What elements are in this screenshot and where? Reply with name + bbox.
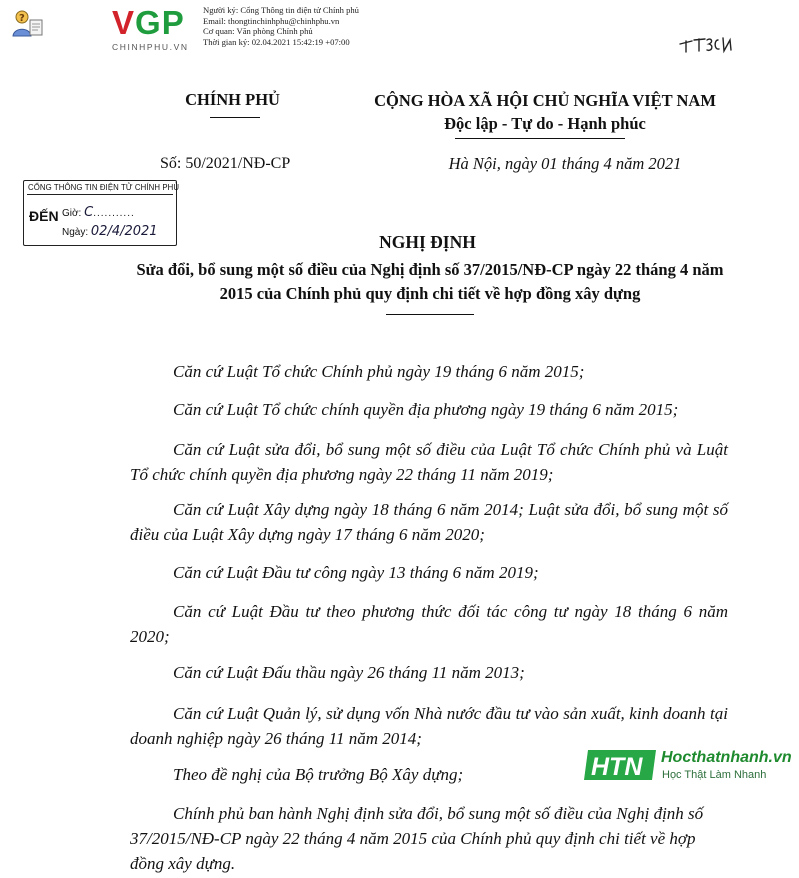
document-subject: Sửa đổi, bổ sung một số điều của Nghị định số 37/2015/NĐ-CP ngày 22 tháng 4 năm 2015 của Chính phủ quy định chi tiết về hợp đồng xây dựng xyxy=(136,260,724,303)
signature-info xyxy=(203,5,359,47)
preamble-paragraph: Căn cứ Luật Xây dựng ngày 18 tháng 6 năm 2014; Luật sửa đổi, bổ sung một số điều của Luật Xây dựng ngày 17 tháng 6 năm 2020; xyxy=(130,500,728,544)
issuer-name: CHÍNH PHỦ xyxy=(185,90,280,109)
preamble-paragraph: Căn cứ Luật Quản lý, sử dụng vốn Nhà nước đầu tư vào sản xuất, kinh doanh tại doanh nghiệp ngày 26 tháng 11 năm 2014; xyxy=(130,704,728,748)
nation-name: CỘNG HÒA XÃ HỘI CHỦ NGHĨA VIỆT NAM xyxy=(374,91,716,110)
handwritten-annotation xyxy=(678,32,768,56)
stamp-dotted-line: ........... xyxy=(93,208,135,219)
email-line: Email: thongtinchinhphu@chinhphu.vn xyxy=(203,15,340,26)
stamp-date-value: 02/4/2021 xyxy=(90,224,158,239)
enacting-paragraph: Chính phủ ban hành Nghị định sửa đổi, bổ sung một số điều của Nghị định số 37/2015/NĐ-CP ngày 22 tháng 4 năm 2015 của Chính phủ quy định chi tiết về hợp đồng xây dựng. xyxy=(130,804,704,873)
watermark-site-name: Hocthatnhanh.vn xyxy=(661,749,792,766)
signature-certificate-icon xyxy=(10,8,44,38)
logo-subtext: CHINHPHU.VN xyxy=(112,42,189,52)
preamble-paragraph: Căn cứ Luật sửa đổi, bổ sung một số điều của Luật Tổ chức Chính phủ và Luật Tổ chức chính quyền địa phương ngày 22 tháng 11 năm 2019; xyxy=(130,440,728,484)
signed-time-line: Thời gian ký: 02.04.2021 15:42:19 +07:00 xyxy=(203,36,350,47)
place-and-date: Hà Nội, ngày 01 tháng 4 năm 2021 xyxy=(448,154,682,173)
issuer-underline xyxy=(210,117,260,118)
logo-letter-g: G xyxy=(135,4,162,41)
watermark-logo-mark xyxy=(582,748,658,782)
signer-line: Người ký: Cổng Thông tin điện tử Chính phủ xyxy=(203,5,359,15)
stamp-date-label: Ngày: xyxy=(62,227,89,238)
preamble-paragraph: Căn cứ Luật Tổ chức chính quyền địa phương ngày 19 tháng 6 năm 2015; xyxy=(173,400,679,419)
national-motto xyxy=(345,89,745,135)
preamble-paragraph: Căn cứ Luật Đấu thầu ngày 26 tháng 11 năm 2013; xyxy=(173,663,525,682)
watermark-tagline: Học Thật Làm Nhanh xyxy=(662,769,767,781)
preamble-paragraph: Theo đề nghị của Bộ trưởng Bộ Xây dựng; xyxy=(173,765,464,784)
agency-line: Cơ quan: Văn phòng Chính phủ xyxy=(203,26,313,36)
stamp-divider xyxy=(27,194,173,195)
preamble-paragraph: Căn cứ Luật Đầu tư công ngày 13 tháng 6 năm 2019; xyxy=(173,563,539,582)
stamp-den-label: ĐẾN xyxy=(29,208,59,224)
stamp-time-label: Giờ: xyxy=(62,208,82,219)
document-number: Số: 50/2021/NĐ-CP xyxy=(160,155,291,172)
watermark-mark-text: HTN xyxy=(591,753,643,781)
stamp-time-value: C xyxy=(84,205,94,220)
document-type: NGHỊ ĐỊNH xyxy=(379,232,476,252)
logo-letter-p: P xyxy=(161,4,185,41)
logo-letter-v: V xyxy=(112,4,136,41)
svg-text:?: ? xyxy=(19,13,25,24)
watermark xyxy=(582,748,792,788)
preamble-paragraph: Căn cứ Luật Tổ chức Chính phủ ngày 19 tháng 6 năm 2015; xyxy=(173,362,585,381)
preamble-paragraph: Căn cứ Luật Đầu tư theo phương thức đối tác công tư ngày 18 tháng 6 năm 2020; xyxy=(130,602,728,646)
vgp-logo xyxy=(112,6,198,52)
motto-underline xyxy=(455,138,625,139)
stamp-agency: CỔNG THÔNG TIN ĐIỆN TỬ CHÍNH PHỦ xyxy=(28,183,180,192)
nation-motto-line: Độc lập - Tự do - Hạnh phúc xyxy=(444,114,646,133)
stamp-time-row xyxy=(62,205,135,220)
title-underline xyxy=(386,314,474,315)
